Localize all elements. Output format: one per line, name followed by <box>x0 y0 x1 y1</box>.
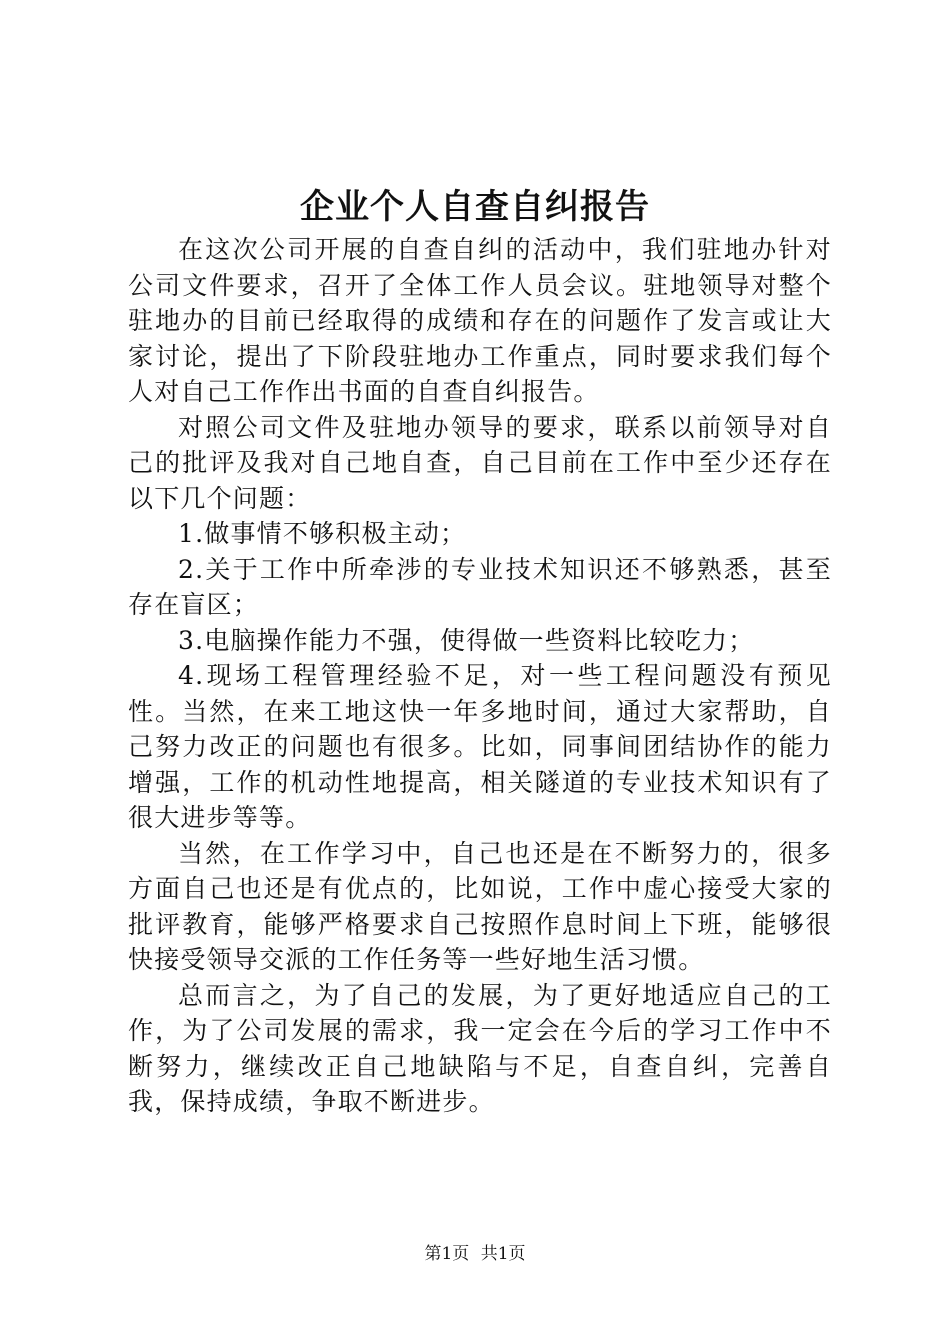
list-item-problem-4: 4.现场工程管理经验不足，对一些工程问题没有预见性。当然，在来工地这快一年多地时间，通过大家帮助，自己努力改正的问题也有很多。比如，同事间团结协作的能力增强，工作的机动性地提高，相关隧道的专业技术知识有了很大进步等等。 <box>128 661 832 832</box>
paragraph-intro: 在这次公司开展的自查自纠的活动中，我们驻地办针对公司文件要求，召开了全体工作人员会议。驻地领导对整个驻地办的目前已经取得的成绩和存在的问题作了发言或让大家讨论，提出了下阶段驻地办工作重点，同时要求我们每个人对自己工作作出书面的自查自纠报告。 <box>128 235 832 406</box>
document-title: 企业个人自查自纠报告 <box>300 187 650 227</box>
paragraph-conclusion: 总而言之，为了自己的发展，为了更好地适应自己的工作，为了公司发展的需求，我一定会在今后的学习工作中不断努力，继续改正自己地缺陷与不足，自查自纠，完善自我，保持成绩，争取不断进步。 <box>128 980 832 1116</box>
paragraph-strengths: 当然，在工作学习中，自己也还是在不断努力的，很多方面自己也还是有优点的，比如说，工作中虚心接受大家的批评教育，能够严格要求自己按照作息时间上下班，能够很快接受领导交派的工作任务等一些好地生活习惯。 <box>128 838 832 974</box>
paragraph-problems-intro: 对照公司文件及驻地办领导的要求，联系以前领导对自己的批评及我对自己地自查，自己目前在工作中至少还存在以下几个问题： <box>128 412 832 513</box>
list-item-problem-1: 1.做事情不够积极主动； <box>178 519 467 548</box>
list-item-problem-3: 3.电脑操作能力不强，使得做一些资料比较吃力； <box>178 625 755 655</box>
page-footer <box>0 1242 950 1266</box>
document-body <box>128 232 832 1120</box>
page-total: 共1页 <box>480 1244 526 1264</box>
list-item-problem-2: 2.关于工作中所牵涉的专业技术知识还不够熟悉，甚至存在盲区； <box>128 554 832 619</box>
page-number: 第1页 <box>424 1244 470 1264</box>
